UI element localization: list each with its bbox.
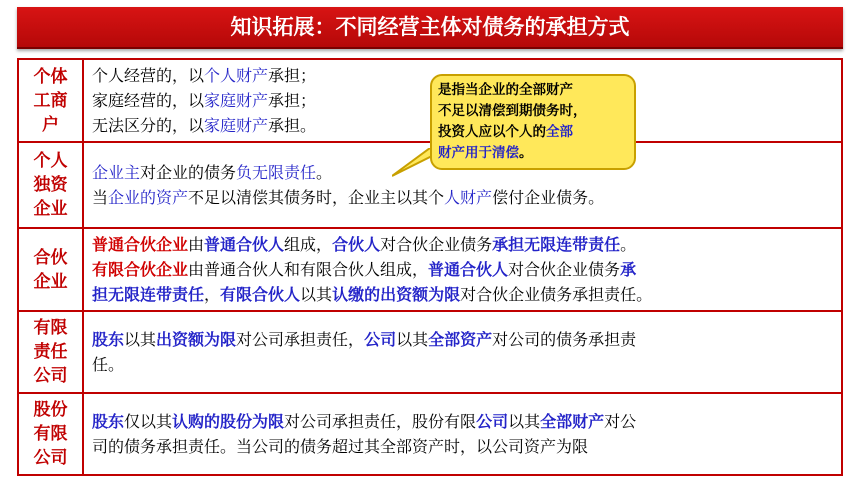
label-line: 责任 (33, 342, 68, 362)
liability-description (83, 311, 842, 393)
description-line (92, 352, 835, 377)
highlight-text: 承 (620, 260, 637, 279)
text-segment: 不足以清偿到期债务时， (438, 103, 587, 119)
text-segment: 对公 (604, 412, 637, 431)
text-segment: 以其 (508, 412, 541, 431)
text-segment: 不足以清偿其债务时，企业主以其个 (188, 188, 445, 207)
highlight-text: 企业的资产 (108, 188, 189, 207)
text-segment: 。 (519, 145, 533, 161)
callout-note (430, 74, 636, 170)
label-line: 户 (42, 114, 59, 135)
highlight-text: 普通合伙企业 (92, 235, 189, 254)
text-segment: 。 (316, 163, 333, 182)
text-segment: 对公司的债务承担责 (492, 330, 637, 349)
label-line: 股份 (33, 400, 68, 420)
text-segment: 对公司承担责任， (236, 330, 365, 349)
text-segment: 由普通合伙人和有限合伙人组成， (188, 260, 429, 279)
highlight-text: 个人财产 (204, 66, 269, 85)
label-line: 有限 (33, 424, 68, 444)
text-segment: 偿付企业债务。 (492, 188, 605, 207)
text-segment: 组成， (284, 235, 333, 254)
text-segment: 承担； (268, 66, 317, 85)
label-line: 独资 (33, 175, 68, 195)
text-segment: 对合伙企业债务 (508, 260, 621, 279)
highlight-text: 普通合伙人 (204, 235, 285, 254)
label-line: 合伙 (33, 247, 68, 268)
description-line (92, 232, 835, 257)
description-line (92, 327, 835, 352)
highlight-text: 股东 (92, 412, 125, 431)
text-segment: 无法区分的，以 (92, 116, 205, 135)
description-line (92, 282, 835, 307)
label-line: 有限 (33, 318, 68, 338)
callout-line (438, 80, 628, 101)
entity-type-label (18, 142, 83, 228)
text-segment: 个人经营的，以 (92, 66, 205, 85)
entity-type-label (18, 228, 83, 311)
text-segment: 投资人应以个人的 (438, 124, 546, 140)
text-segment: 以其 (124, 330, 157, 349)
highlight-text: 有限合伙企业 (92, 260, 189, 279)
liability-description (83, 393, 842, 475)
text-segment: 对合伙企业债务 (380, 235, 493, 254)
entity-type-label (18, 393, 83, 475)
highlight-text: 财产用于清偿 (438, 145, 519, 161)
text-segment: 以其 (396, 330, 429, 349)
highlight-text: 认缴的出资额为限 (332, 285, 461, 304)
text-segment: 是指当企业的全部财产 (438, 82, 573, 98)
text-segment: 承担。 (268, 116, 317, 135)
label-line: 企业 (33, 199, 68, 219)
description-line (92, 257, 835, 282)
highlight-text: 有限合伙人 (220, 285, 301, 304)
highlight-text: 人财产 (444, 188, 493, 207)
highlight-text: 家庭财产 (204, 91, 269, 110)
callout-line (438, 143, 628, 164)
text-segment: 承担； (268, 91, 317, 110)
highlight-text: 全部资产 (428, 330, 493, 349)
highlight-text: 股东 (92, 330, 125, 349)
table-row (18, 393, 842, 475)
callout-line (438, 122, 628, 143)
label-line: 企业 (33, 271, 68, 292)
text-segment: 对合伙企业债务承担责任。 (460, 285, 653, 304)
highlight-text: 全部财产 (540, 412, 605, 431)
highlight-text: 家庭财产 (204, 116, 269, 135)
highlight-text: 公司 (364, 330, 397, 349)
highlight-text: 合伙人 (332, 235, 381, 254)
label-line: 工商 (33, 90, 68, 111)
label-line: 个体 (33, 66, 68, 87)
highlight-text: 负无限责任 (236, 163, 317, 182)
liability-description (83, 228, 842, 311)
label-line: 公司 (33, 366, 68, 386)
highlight-text: 企业主 (92, 163, 141, 182)
table-row (18, 311, 842, 393)
entity-type-label (18, 59, 83, 142)
text-segment: 对企业的债务 (140, 163, 237, 182)
highlight-text: 公司 (476, 412, 509, 431)
text-segment: 由 (188, 235, 205, 254)
description-line (92, 409, 835, 434)
highlight-text: 出资额为限 (156, 330, 237, 349)
label-line: 个人 (33, 151, 68, 171)
page-title: 知识拓展：不同经营主体对债务的承担方式 (17, 7, 843, 49)
text-segment: 家庭经营的，以 (92, 91, 205, 110)
text-segment: 仅以其 (124, 412, 173, 431)
text-segment: 对公司承担责任，股份有限 (284, 412, 477, 431)
highlight-text: 承担无限连带责任 (492, 235, 621, 254)
description-line (92, 185, 835, 210)
callout-line (438, 101, 628, 122)
table-row (18, 228, 842, 311)
highlight-text: 担无限连带责任 (92, 285, 205, 304)
highlight-text: 普通合伙人 (428, 260, 509, 279)
description-line (92, 434, 835, 459)
highlight-text: 认购的股份为限 (172, 412, 285, 431)
text-segment: ， (204, 285, 221, 304)
text-segment: 司的债务承担责任。当公司的债务超过其全部资产时，以公司资产为限 (92, 437, 589, 456)
highlight-text: 全部 (546, 124, 573, 140)
label-line: 公司 (33, 448, 68, 468)
text-segment: 任。 (92, 355, 125, 374)
text-segment: 以其 (300, 285, 333, 304)
text-segment: 。 (620, 235, 637, 254)
text-segment: 当 (92, 188, 109, 207)
entity-type-label (18, 311, 83, 393)
